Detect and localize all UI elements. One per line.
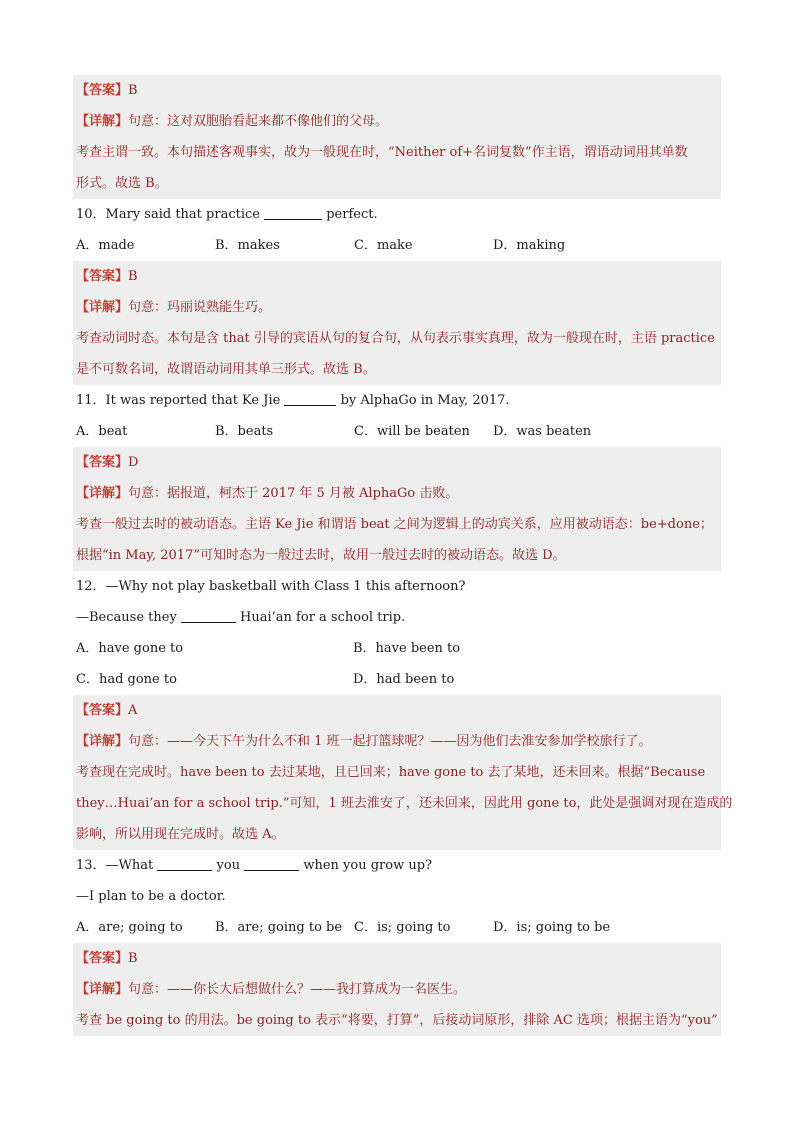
detail-text: 句意：这对双胞胎看起来都不像他们的父母。 — [128, 114, 389, 129]
explanation-line: 是不可数名词，故谓语动词用其单三形式。故选 B。 — [76, 362, 376, 377]
explanation-line: 考查主谓一致。本句描述客观事实，故为一般现在时，“Neither of+名词复数”作主语，谓语动词用其单数 — [76, 145, 688, 160]
detail-line — [73, 292, 721, 323]
option-d: D．is; going to be — [493, 920, 611, 935]
detail-text: 句意：据报道，柯杰于 2017 年 5 月被 AlphaGo 击败。 — [128, 486, 459, 501]
options-q13 — [73, 912, 721, 943]
stem-text: perfect. — [322, 207, 378, 222]
answer-value: B — [128, 951, 138, 966]
answer-blank — [284, 391, 336, 406]
answer-box-q10 — [73, 261, 721, 385]
options-q10 — [73, 230, 721, 261]
detail-tag: 【详解】 — [76, 114, 129, 129]
document-content — [73, 75, 733, 1036]
question-stem-q12: 12．—Why not play basketball with Class 1 this afternoon? — [76, 579, 466, 594]
answer-tag: 【答案】 — [76, 269, 129, 284]
option-b: B．makes — [215, 238, 280, 253]
answer-tag: 【答案】 — [76, 455, 129, 470]
explanation-line: 考查动词时态。本句是含 that 引导的宾语从句的复合句，从句表示事实真理，故为一般现在时，主语 practice — [76, 331, 715, 346]
question-stem-q13 — [73, 850, 721, 881]
answer-blank — [157, 856, 212, 871]
detail-line — [73, 106, 721, 137]
answer-blank — [264, 205, 322, 220]
stem-text: 11．It was reported that Ke Jie — [76, 393, 285, 408]
detail-text: 句意：——今天下午为什么不和 1 班一起打篮球呢？——因为他们去淮安参加学校旅行了。 — [128, 734, 652, 749]
answer-tag: 【答案】 — [76, 951, 129, 966]
detail-tag: 【详解】 — [76, 300, 129, 315]
option-c: C．will be beaten — [354, 424, 470, 439]
answer-blank — [181, 608, 236, 623]
explanation-line: they…Huai’an for a school trip.”可知，1 班去淮安了，还未回来，因此用 gone to，此处是强调对现在造成的 — [76, 796, 733, 811]
explanation-line: 根据“in May, 2017”可知时态为一般过去时，故用一般过去时的被动语态。故选 D。 — [76, 548, 566, 563]
detail-text: 句意：玛丽说熟能生巧。 — [128, 300, 272, 315]
option-d: D．had been to — [353, 672, 455, 687]
question-stem-q10 — [73, 199, 721, 230]
option-a: A．have gone to — [76, 641, 184, 656]
explanation-line: 考查 be going to 的用法。be going to 表示“将要，打算”，后接动词原形，排除 AC 选项；根据主语为“you” — [76, 1013, 718, 1028]
detail-line — [73, 974, 721, 1005]
answer-tag: 【答案】 — [76, 83, 129, 98]
answer-value: A — [128, 703, 138, 718]
option-b: B．beats — [215, 424, 274, 439]
detail-tag: 【详解】 — [76, 486, 129, 501]
answer-tag: 【答案】 — [76, 703, 129, 718]
stem-text: Huai’an for a school trip. — [235, 610, 406, 625]
options-q11 — [73, 416, 721, 447]
explanation-line: 影响，所以用现在完成时。故选 A。 — [76, 827, 285, 842]
answer-value: B — [128, 269, 138, 284]
stem-text: when you grow up? — [299, 858, 432, 873]
option-c: C．had gone to — [76, 672, 177, 687]
stem-text: —Because they — [76, 610, 181, 625]
option-c: C．make — [354, 238, 413, 253]
option-a: A．are; going to — [76, 920, 183, 935]
option-a: A．made — [76, 238, 135, 253]
answer-line — [73, 75, 721, 106]
stem-text: 13．—What — [76, 858, 158, 873]
option-d: D．was beaten — [493, 424, 592, 439]
options-q12-row2 — [73, 664, 721, 695]
option-b: B．have been to — [353, 641, 461, 656]
option-a: A．beat — [76, 424, 128, 439]
detail-line — [73, 478, 721, 509]
stem-text: by AlphaGo in May, 2017. — [336, 393, 510, 408]
option-c: C．is; going to — [354, 920, 451, 935]
question-stem-q13-reply: —I plan to be a doctor. — [76, 889, 226, 904]
stem-text: 10．Mary said that practice — [76, 207, 265, 222]
question-stem-q12-reply — [73, 602, 721, 633]
detail-tag: 【详解】 — [76, 982, 129, 997]
answer-line — [73, 447, 721, 478]
explanation-line: 形式。故选 B。 — [76, 176, 168, 191]
answer-line — [73, 261, 721, 292]
answer-value: D — [128, 455, 139, 470]
options-q12-row1 — [73, 633, 721, 664]
detail-line — [73, 726, 721, 757]
explanation-line: 考查现在完成时。have been to 去过某地，且已回来；have gone to 去了某地，还未回来。根据“Because — [76, 765, 706, 780]
answer-blank — [244, 856, 299, 871]
option-d: D．making — [493, 238, 566, 253]
question-stem-q11 — [73, 385, 721, 416]
option-b: B．are; going to be — [215, 920, 343, 935]
explanation-line: 考查一般过去时的被动语态。主语 Ke Jie 和谓语 beat 之间为逻辑上的动宾关系，应用被动语态：be+done； — [76, 517, 713, 532]
stem-text: you — [212, 858, 245, 873]
detail-tag: 【详解】 — [76, 734, 129, 749]
answer-value: B — [128, 83, 138, 98]
answer-box-q13 — [73, 943, 721, 1036]
detail-text: 句意：——你长大后想做什么？——我打算成为一名医生。 — [128, 982, 467, 997]
answer-box-q11 — [73, 447, 721, 571]
answer-box-q9 — [73, 75, 721, 199]
answer-box-q12 — [73, 695, 733, 850]
answer-line — [73, 695, 721, 726]
answer-line — [73, 943, 721, 974]
